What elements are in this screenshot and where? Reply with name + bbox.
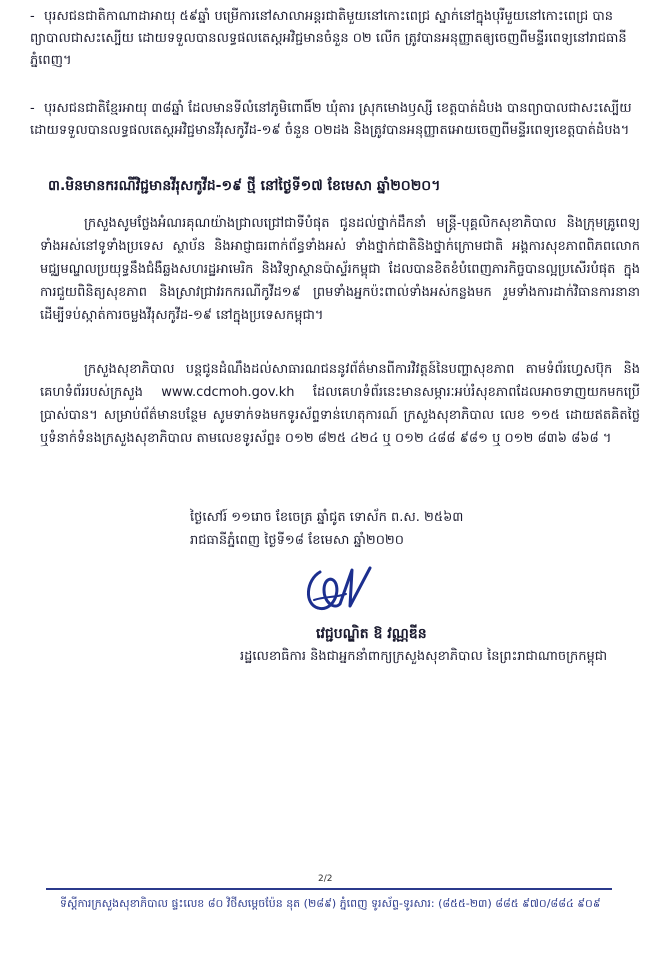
signer-name: វេជ្ជបណ្ឌិត ឱ វណ្ណឌីន [316, 626, 427, 642]
bullet-text: បុរសជនជាតិកាណាដាអាយុ ៥៩ឆ្នាំ បម្រើការនៅសាលាអន្តរជាតិមួយនៅកោះពេជ្រ ស្នាក់នៅក្នុងបុរីមួយនៅកោះពេជ្រ បានព្យាបាលជាសះស្បើយ ដោយទទួលបានលទ្ធផលតេស្តអវិជ្ជមានចំនួន ០២ លើក ត្រូវបានអនុញ្ញាតឲ្យចេញពីមន្ទីរពេទ្យនៅរាជធានីភ្នំពេញ។ [30, 9, 627, 68]
signer-title: រដ្ឋលេខាធិការ និងជាអ្នកនាំពាក្យក្រសួងសុខាភិបាល នៃព្រះរាជាណាចក្រកម្ពុជា [240, 649, 608, 664]
bullet-dash: - [30, 9, 35, 24]
footer-divider [46, 888, 612, 890]
bullet-recovered-case-2 [30, 98, 640, 142]
solar-date: រាជធានីភ្នំពេញ ថ្ងៃទី១៨ ខែមេសា ឆ្នាំ២០២០ [190, 533, 404, 548]
footer-address: ទីស្តីការក្រសួងសុខាភិបាល ផ្ទះលេខ ៨០ វិថីសម្តេចប៉ែន នុត (២៨៩) ភ្នំពេញ ទូរស័ព្ទ-ទូរសារ: (៨៥៥-២៣) ៨៨៥ ៩៧០/៨៨៤ ៩០៩ [60, 897, 601, 910]
contact-paragraph: ក្រសួងសុខាភិបាល បន្តជូនដំណឹងដល់សាធារណជននូវព័ត៌មានពីការវិវត្តន៍នៃបញ្ហាសុខភាព តាមទំព័រហ្វេសប៊ុក និងគេហទំព័ររបស់ក្រសួង www.cdcmoh.gov.kh ដែលគេហទំព័រនេះមានសម្ភារៈអប់រំសុខភាពដែលអាចទាញយកមកប្រើប្រាស់បាន។ សម្រាប់ព័ត៌មានបន្ថែម សូមទាក់ទងមកទូរស័ព្ទទាន់ហេតុការណ៍ ក្រសួងសុខាភិបាល លេខ ១១៥ ដោយឥតគិតថ្លៃ ឬទំនាក់ទំនងក្រសួងសុខាភិបាល តាមលេខទូរស័ព្ទ៖ ០១២ ៨២៥ ៤២៤ ឬ ០១២ ៤៨៨ ៩៨១ ឬ ០១២ ៨៣៦ ៨៦៨ ។ [40, 362, 640, 446]
thanks-paragraph: ក្រសួងសូមថ្លែងអំណរគុណយ៉ាងជ្រាលជ្រៅជាទីបំផុត ជូនដល់ថ្នាក់ដឹកនាំ មន្ត្រី-បុគ្គលិកសុខាភិបាល និងក្រុមគ្រូពេទ្យទាំងអស់នៅទូទាំងប្រទេស ស្ថាប័ន និងអាជ្ញាធរពាក់ព័ន្ធទាំងអស់ ទាំងថ្នាក់ជាតិនិងថ្នាក់ក្រោមជាតិ អង្គការសុខភាពពិភពលោក មជ្ឈមណ្ឌលប្រយុទ្ធនឹងជំងឺឆ្លងសហរដ្ឋអាមេរិក និងវិទ្យាស្ថានប៉ាស្ទ័រកម្ពុជា ដែលបានខិតខំបំពេញភារកិច្ចបានល្អប្រសើរបំផុត ក្នុងការជួយពិនិត្យសុខភាព និងស្រាវជ្រាវរកករណីកូវីដ១៩ ព្រមទាំងអ្នកប៉ះពាល់ទាំងអស់កន្លងមក រួមទាំងការដាក់វិធានការនានា ដើម្បីទប់ស្កាត់ការចម្លងវីរុសកូវីដ-១៩ នៅក្នុងប្រទេសកម្ពុជា។ [40, 216, 640, 323]
page-number: 2/2 [318, 874, 333, 884]
bullet-text: បុរសជនជាតិខ្មែរអាយុ ៣៨ឆ្នាំ ដែលមានទីលំនៅភូមិពោធិ៍២ ឃុំតារ ស្រុកមោងឫស្សី ខេត្តបាត់ដំបង បានព្យាបាលជាសះស្បើយ ដោយទទួលបានលទ្ធផលតេស្តអវិជ្ជមានវីរុសកូវីដ-១៩ ចំនួន ០២ដង និងត្រូវបានអនុញ្ញាតអោយចេញពីមន្ទីរពេទ្យខេត្តបាត់ដំបង។ [30, 101, 632, 138]
lunar-date: ថ្ងៃសៅរ៍ ១១រោច ខែចេត្រ ឆ្នាំជូត ទោស័ក ព.ស. ២៥៦៣ [190, 510, 464, 525]
bullet-recovered-case-1 [30, 6, 640, 72]
bullet-dash: - [30, 101, 35, 116]
handwritten-signature [300, 560, 390, 622]
section-heading: ៣.មិនមានករណីវិជ្ជមានវីរុសកូវីដ-១៩ ថ្មី នៅថ្ងៃទី១៧ ខែមេសា ឆ្នាំ២០២០។ [48, 178, 441, 194]
